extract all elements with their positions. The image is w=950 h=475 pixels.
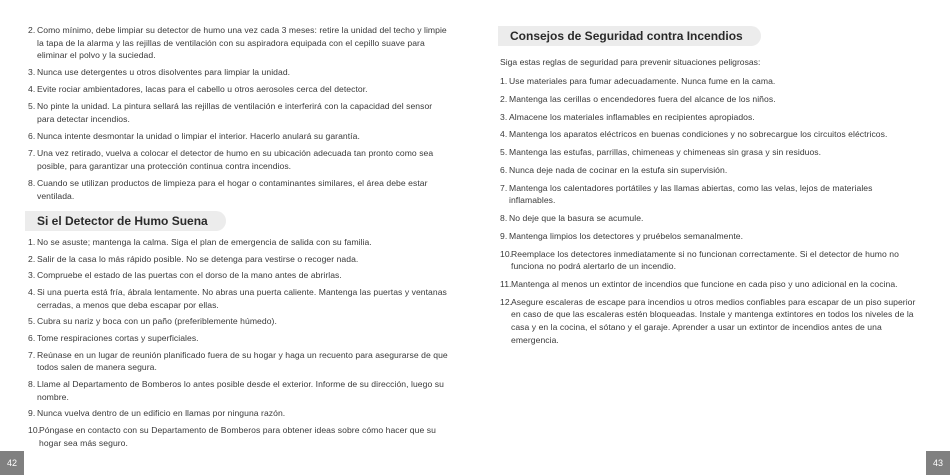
list-item <box>28 66 448 79</box>
list-item-text: Una vez retirado, vuelva a colocar el detector de humo en su ubicación adecuada tan pronto como sea posible, para garantizar una protección continua contra incendios. <box>37 148 434 171</box>
list-item <box>28 236 448 249</box>
list-item-text: Como mínimo, debe limpiar su detector de humo una vez cada 3 meses: retire la unidad del techo y limpie la tapa de la alarma y las rejillas de ventilación con su aspiradora equipada con el cepillo suave para eliminar el polvo y la suciedad. <box>37 25 447 61</box>
list-item <box>28 332 448 345</box>
list-item <box>28 147 448 172</box>
list-item-text: Mantenga los aparatos eléctricos en buenas condiciones y no sobrecargue los circuitos eléctricos. <box>509 129 888 140</box>
list-item <box>28 286 448 311</box>
list-item-number: 4. <box>28 287 36 298</box>
list-item <box>500 248 920 273</box>
list-item-text: Reúnase en un lugar de reunión planificado fuera de su hogar y haga un recuento para asegurarse de que todos salen de manera segura. <box>37 349 448 373</box>
list-item-text: Mantenga las estufas, parrillas, chimeneas y chimeneas sin grasa y sin residuos. <box>509 147 822 158</box>
list-item-number: 3. <box>28 270 36 281</box>
page-number: 43 <box>926 451 950 475</box>
list-item-text: Nunca use detergentes u otros disolventes para limpiar la unidad. <box>37 67 291 78</box>
list-item <box>28 177 448 202</box>
section-heading-fire-safety: Consejos de Seguridad contra Incendios <box>498 26 761 46</box>
list-item <box>500 128 920 141</box>
list-item-number: 2. <box>28 253 36 264</box>
list-item <box>500 75 920 88</box>
list-item-text: No se asuste; mantenga la calma. Siga el plan de emergencia de salida con su familia. <box>37 237 372 247</box>
list-item-number: 9. <box>500 230 508 241</box>
list-item-text: Cuando se utilizan productos de limpieza para el hogar o contaminantes similares, el área debe estar ventilada. <box>37 177 428 201</box>
list-item-number: 6. <box>500 164 508 175</box>
list-item-text: Nunca deje nada de cocinar en la estufa sin supervisión. <box>509 164 728 175</box>
list-item-text: No deje que la basura se acumule. <box>509 213 644 224</box>
right-page <box>475 0 950 475</box>
list-item <box>500 296 920 346</box>
list-item-text: Evite rociar ambientadores, lacas para el cabello u otros aerosoles cerca del detector. <box>37 84 368 95</box>
list-item-text: Nunca vuelva dentro de un edificio en llamas por ninguna razón. <box>37 408 286 419</box>
list-item-number: 4. <box>28 84 36 95</box>
list-item-number: 8. <box>28 379 36 389</box>
list-item <box>500 212 920 225</box>
list-item <box>500 182 920 207</box>
list-item-number: 6. <box>28 333 36 344</box>
list-item-text: Mantenga las cerillas o encendedores fuera del alcance de los niños. <box>509 93 776 104</box>
list-item <box>28 100 448 125</box>
list-item-text: Nunca intente desmontar la unidad o limpiar el interior. Hacerlo anulará su garantía. <box>37 131 360 142</box>
list-item-number: 1. <box>500 76 508 86</box>
list-item-text: Póngase en contacto con su Departamento de Bomberos para obtener ideas sobre cómo hacer que su hogar sea más seguro. <box>39 424 436 448</box>
maintenance-list <box>28 24 448 207</box>
list-item-number: 5. <box>28 101 36 112</box>
list-item-number: 8. <box>500 213 508 224</box>
section-intro: Siga estas reglas de seguridad para prevenir situaciones peligrosas: <box>500 57 761 67</box>
list-item-number: 8. <box>28 177 36 188</box>
list-item <box>28 269 448 282</box>
list-item-text: Almacene los materiales inflamables en recipientes apropiados. <box>509 111 755 122</box>
list-item-number: 2. <box>28 25 36 35</box>
list-item-number: 10. <box>28 424 41 435</box>
list-item-number: 3. <box>500 111 508 122</box>
list-item-text: Tome respiraciones cortas y superficiales. <box>37 333 199 344</box>
section-heading-alarm-sounds: Si el Detector de Humo Suena <box>25 211 226 231</box>
list-item-text: Use materiales para fumar adecuadamente. Nunca fume en la cama. <box>509 76 776 86</box>
list-item <box>28 24 448 62</box>
list-item-number: 4. <box>500 129 508 140</box>
list-item <box>28 253 448 266</box>
list-item-text: Salir de la casa lo más rápido posible. No se detenga para vestirse o recoger nada. <box>37 253 359 264</box>
list-item-text: Llame al Departamento de Bomberos lo antes posible desde el exterior. Informe de su dirección, luego su nombre. <box>37 379 444 402</box>
list-item-text: Mantenga limpios los detectores y pruébelos semanalmente. <box>509 230 744 241</box>
list-item <box>500 164 920 177</box>
list-item-text: Mantenga los calentadores portátiles y las llamas abiertas, como las velas, lejos de materiales inflamables. <box>509 182 873 206</box>
list-item <box>28 349 448 374</box>
list-item-number: 6. <box>28 131 36 142</box>
list-item-number: 3. <box>28 67 36 78</box>
list-item <box>500 230 920 243</box>
list-item <box>28 378 448 403</box>
list-item <box>500 278 920 291</box>
safety-tips-list <box>500 75 920 351</box>
list-item-text: Si una puerta está fría, ábrala lentamente. No abras una puerta caliente. Mantenga las puertas y ventanas cerradas, a menos que deba escapar por ellas. <box>37 287 447 310</box>
list-item-text: Mantenga al menos un extintor de incendios que funcione en cada piso y uno adicional en la cocina. <box>511 279 898 289</box>
list-item <box>28 407 448 420</box>
list-item <box>500 111 920 124</box>
list-item-number: 5. <box>500 147 508 158</box>
list-item-number: 5. <box>28 316 36 327</box>
list-item-text: No pinte la unidad. La pintura sellará las rejillas de ventilación e interferirá con la capacidad del sensor para detectar incendios. <box>37 101 433 125</box>
list-item-number: 7. <box>500 182 508 193</box>
list-item-text: Cubra su nariz y boca con un paño (preferiblemente húmedo). <box>37 316 277 327</box>
list-item-number: 7. <box>28 349 36 360</box>
list-item <box>500 146 920 159</box>
list-item-number: 7. <box>28 148 36 159</box>
list-item-number: 1. <box>28 237 36 247</box>
list-item <box>28 315 448 328</box>
list-item-number: 10. <box>500 248 513 259</box>
list-item-number: 2. <box>500 93 508 104</box>
list-item-number: 12. <box>500 296 513 307</box>
list-item <box>28 130 448 143</box>
alarm-steps-list <box>28 236 448 453</box>
list-item-text: Reemplace los detectores inmediatamente si no funcionan correctamente. Si el detector de humo no funciona no podrá alertarlo de un incendio. <box>511 248 899 272</box>
list-item <box>28 83 448 96</box>
list-item-number: 11. <box>500 279 512 289</box>
list-item-text: Compruebe el estado de las puertas con el dorso de la mano antes de abrirlas. <box>37 270 342 281</box>
list-item-text: Asegure escaleras de escape para incendios u otros medios confiables para escapar de un piso superior en caso de que las escaleras estén bloqueadas. Instale y mantenga extintores en todos los niveles de la casa y en la cocina, el sótano y el garaje. Aprender a usar un extintor de incendios antes de una emergencia. <box>511 296 916 345</box>
list-item <box>500 93 920 106</box>
list-item <box>28 424 448 449</box>
page-number: 42 <box>0 451 24 475</box>
list-item-number: 9. <box>28 408 36 419</box>
